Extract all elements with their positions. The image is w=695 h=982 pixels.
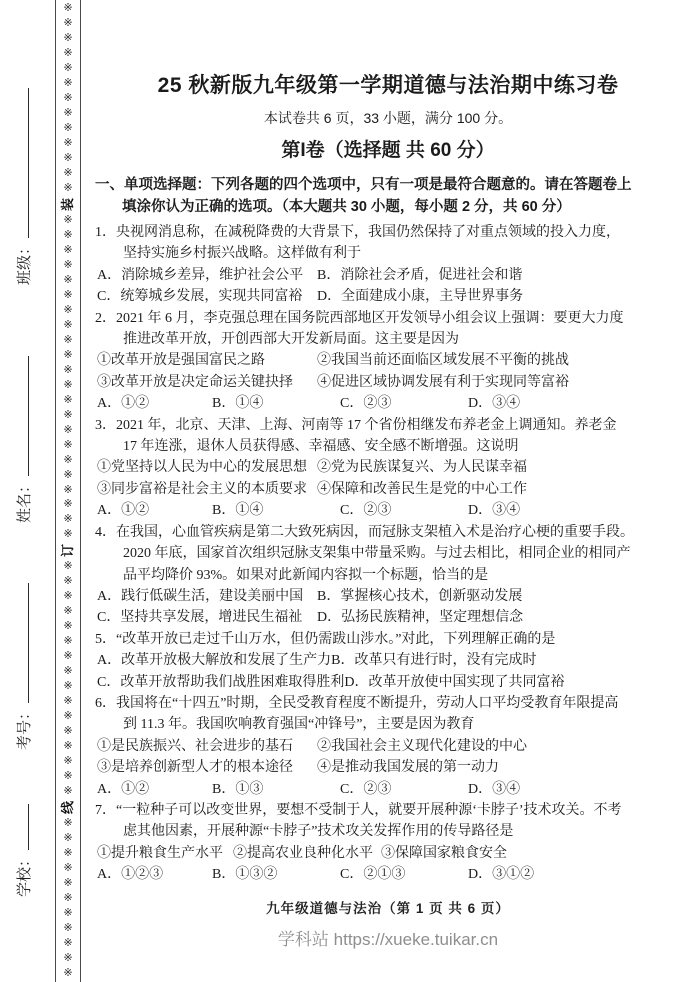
side-field-label: 考号： [17, 704, 33, 750]
option-cell: A．①② [97, 781, 150, 797]
option-cell: A．改革开放极大解放和发展了生产力 [97, 653, 332, 669]
question-line: 2．2021 年 6 月，李克强总理在国务院西部地区开发领导小组会议上强调：要更大力度 [95, 310, 624, 326]
binding-marker-icon: ※ [63, 318, 73, 331]
binding-marker-icon: ※ [63, 740, 73, 753]
option-cell: ①改革开放是强国富民之路 [97, 353, 265, 369]
option-cell: ③同步富裕是社会主义的本质要求 [97, 481, 307, 497]
binding-marker-icon: ※ [63, 892, 73, 905]
side-field-label: 班级： [17, 239, 33, 285]
instructions-line-2: 填涂你认为正确的选项。（本大题共 30 小题，每小题 2 分，共 60 分） [122, 199, 571, 215]
binding-marker-icon: ※ [63, 258, 73, 271]
binding-char: 线 [60, 801, 76, 815]
question [95, 522, 681, 629]
question-line: 3．2021 年，北京、天津、上海、河南等 17 个省份相继发布养老金上调通知。养老金 [95, 417, 617, 433]
option-cell: ①党坚持以人民为中心的发展思想 [97, 460, 307, 476]
exam-page [95, 0, 681, 886]
question-line: 4．在我国，心血管疾病是第二大致死病因，而冠脉支架植入术是治疗心梗的重要手段。 [95, 524, 634, 540]
side-field-school [13, 804, 34, 897]
binding-marker-icon: ※ [63, 483, 73, 496]
option-cell: ④是推动我国发展的第一动力 [317, 760, 499, 776]
binding-marker-icon: ※ [63, 453, 73, 466]
binding-marker-icon: ※ [63, 31, 73, 44]
option-cell: C．②③ [340, 503, 392, 519]
binding-marker-icon: ※ [63, 665, 73, 678]
binding-marker-icon: ※ [63, 61, 73, 74]
binding-marker-icon: ※ [63, 468, 73, 481]
option-cell: ④促进区域协调发展有利于实现同等富裕 [317, 374, 569, 390]
section-instructions [95, 174, 681, 218]
question [95, 629, 681, 693]
option-cell: C．②①③ [340, 867, 406, 883]
question [95, 308, 681, 415]
binding-char: 订 [60, 544, 76, 558]
binding-marker-icon: ※ [63, 755, 73, 768]
binding-marker-icon: ※ [63, 213, 73, 226]
question-line: 6．我国将在“十四五”时期，全民受教育程度不断提升，劳动人口平均受教育年限提高 [95, 695, 619, 711]
binding-strip [55, 0, 81, 982]
question-line: 虑其他因素，开展种源“卡脖子”技术攻关发挥作用的传导路径是 [123, 824, 514, 840]
question-number: 6． [95, 695, 116, 711]
question-line: 坚持实施乡村振兴战略。这样做有利于 [123, 246, 361, 262]
binding-marker-icon: ※ [63, 76, 73, 89]
section-heading: 第I卷（选择题 共 60 分） [281, 140, 495, 161]
binding-marker-icon: ※ [63, 151, 73, 164]
binding-marker-icon: ※ [63, 862, 73, 875]
question-line: 品平均降价 93%。如果对此新闻内容拟一个标题，恰当的是 [123, 567, 489, 583]
question-line: 7．“一粒种子可以改变世界，要想不受制于人，就要开展种源‘卡脖子’技术攻关。不考 [95, 802, 622, 818]
binding-marker-icon: ※ [63, 498, 73, 511]
option-cell: D．③①② [468, 867, 535, 883]
option-row [95, 265, 681, 286]
option-cell: A．①②③ [97, 867, 164, 883]
binding-marker-icon: ※ [63, 560, 73, 573]
binding-marker-icon: ※ [63, 348, 73, 361]
binding-marker-icon: ※ [63, 91, 73, 104]
option-row [95, 864, 681, 885]
option-cell: A．消除城乡差异，维护社会公平 [97, 267, 304, 283]
binding-marker-icon: ※ [63, 378, 73, 391]
option-cell: D．全面建成小康，主导世界事务 [317, 289, 524, 305]
question-line: 17 年连涨，退休人员获得感、幸福感、安全感不断增强。这说明 [123, 439, 519, 455]
paper-summary: 本试卷共 6 页，33 小题，满分 100 分。 [263, 110, 513, 126]
option-row [95, 479, 681, 500]
binding-marker-icon: ※ [63, 725, 73, 738]
binding-marker-icon: ※ [63, 228, 73, 241]
binding-marker-icon: ※ [63, 243, 73, 256]
binding-marker-icon: ※ [63, 438, 73, 451]
option-cell: B．①④ [212, 396, 264, 412]
option-row [95, 500, 681, 521]
option-cell: D．③④ [468, 396, 521, 412]
side-field-name [13, 356, 34, 523]
option-row [95, 457, 681, 478]
binding-marker-icon: ※ [63, 817, 73, 830]
binding-marker-icon: ※ [63, 303, 73, 316]
option-cell: A．践行低碳生活，建设美丽中国 [97, 588, 304, 604]
binding-marker-icon: ※ [63, 528, 73, 541]
binding-marker-icon: ※ [63, 952, 73, 965]
option-row [95, 843, 681, 864]
question [95, 800, 681, 886]
question-number: 4． [95, 524, 116, 540]
option-row [95, 607, 681, 628]
side-field-blank [13, 88, 29, 238]
option-cell: ②党为民族谋复兴、为人民谋幸福 [317, 460, 527, 476]
question-number: 7． [95, 802, 116, 818]
option-cell: ③是培养创新型人才的根本途径 [97, 760, 293, 776]
binding-marker-icon: ※ [63, 695, 73, 708]
question-line: 5．“改革开放已走过千山万水，但仍需跋山涉水。”对此，下列理解正确的是 [95, 631, 556, 647]
question-line: 2020 年底，国家首次组织冠脉支架集中带量采购。与过去相比，相同企业的相同产 [123, 546, 631, 562]
site-watermark[interactable]: 学科站 https://xueke.tuikar.cn [277, 930, 499, 949]
binding-marker-icon: ※ [63, 650, 73, 663]
binding-marker-icon: ※ [63, 136, 73, 149]
binding-marker-icon: ※ [63, 575, 73, 588]
binding-marker-icon: ※ [63, 121, 73, 134]
binding-marker-icon: ※ [63, 408, 73, 421]
binding-marker-icon: ※ [63, 605, 73, 618]
option-row [95, 736, 681, 757]
option-cell: B．①④ [212, 503, 264, 519]
option-cell: C．②③ [340, 781, 392, 797]
binding-marker-icon: ※ [63, 832, 73, 845]
binding-marker-icon: ※ [63, 785, 73, 798]
option-row [95, 350, 681, 371]
binding-marker-icon: ※ [63, 393, 73, 406]
option-cell: ②我国当前还面临区域发展不平衡的挑战 [317, 353, 569, 369]
option-row [95, 286, 681, 307]
binding-marker-icon: ※ [63, 363, 73, 376]
instructions-line-1: 一、单项选择题：下列各题的四个选项中，只有一项是最符合题意的。请在答题卷上 [95, 177, 632, 193]
option-cell: C．改革开放帮助我们战胜困难取得胜利 [97, 674, 345, 690]
option-cell: B．①③② [212, 867, 278, 883]
binding-marker-icon: ※ [63, 967, 73, 979]
option-cell: B．改革只有进行时，没有完成时 [331, 653, 537, 669]
question [95, 693, 681, 800]
question-list [95, 222, 681, 886]
binding-marker-icon: ※ [63, 166, 73, 179]
option-cell: ①提升粮食生产水平 [97, 845, 223, 861]
option-cell: ③改革开放是决定命运关键抉择 [97, 374, 293, 390]
binding-marker-icon: ※ [63, 680, 73, 693]
question-line: 1．央视网消息称，在减税降费的大背景下，我国仍然保持了对重点领域的投入力度， [95, 225, 620, 240]
binding-marker-icon: ※ [63, 288, 73, 301]
option-cell: B．①③ [212, 781, 264, 797]
side-field-blank [13, 804, 29, 850]
side-field-class [13, 88, 34, 285]
option-row [95, 779, 681, 800]
side-field-blank [13, 583, 29, 703]
question-number: 3． [95, 417, 116, 433]
option-cell: B．掌握核心技术，创新驱动发展 [317, 588, 523, 604]
binding-marker-icon: ※ [63, 590, 73, 603]
question-number: 5． [95, 631, 116, 647]
question-number: 1． [95, 225, 116, 240]
page-number-footer: 九年级道德与法治（第 1 页 共 6 页） [266, 901, 510, 916]
option-cell: ②提高农业良种化水平 [233, 845, 373, 861]
side-field-exam-number [13, 583, 34, 750]
binding-marker-icon: ※ [63, 333, 73, 346]
option-row [95, 393, 681, 414]
option-cell: C．②③ [340, 396, 392, 412]
binding-marker-icon: ※ [63, 847, 73, 860]
option-row [95, 650, 681, 671]
binding-char: 装 [60, 197, 76, 211]
option-cell: A．①② [97, 396, 150, 412]
binding-marker-icon: ※ [63, 635, 73, 648]
page-title: 25 秋新版九年级第一学期道德与法治期中练习卷 [157, 74, 619, 97]
binding-marker-icon: ※ [63, 922, 73, 935]
side-field-label: 姓名： [17, 477, 33, 523]
option-cell: C．统筹城乡发展，实现共同富裕 [97, 289, 303, 305]
binding-marker-icon: ※ [63, 106, 73, 119]
binding-marker-icon: ※ [63, 620, 73, 633]
side-field-label: 学校： [17, 851, 33, 897]
binding-marker-icon: ※ [63, 907, 73, 920]
option-row [95, 672, 681, 693]
question-line: 到 11.3 年。我国吹响教育强国“冲锋号”，主要是因为教育 [123, 717, 475, 733]
option-cell: D．③④ [468, 781, 521, 797]
binding-marker-icon: ※ [63, 16, 73, 29]
option-cell: ①是民族振兴、社会进步的基石 [97, 738, 293, 754]
option-cell: C．坚持共享发展，增进民生福祉 [97, 610, 303, 626]
option-cell: D．改革开放使中国实现了共同富裕 [344, 674, 565, 690]
option-cell: ②我国社会主义现代化建设的中心 [317, 738, 527, 754]
option-cell: B．消除社会矛盾，促进社会和谐 [317, 267, 523, 283]
binding-marker-icon: ※ [63, 513, 73, 526]
binding-marker-icon: ※ [63, 770, 73, 783]
option-cell: A．①② [97, 503, 150, 519]
binding-marker-icon: ※ [63, 2, 73, 14]
binding-marker-icon: ※ [63, 423, 73, 436]
binding-marker-icon: ※ [63, 877, 73, 890]
binding-marker-icon: ※ [63, 710, 73, 723]
binding-marker-icon: ※ [63, 46, 73, 59]
question [95, 222, 681, 308]
option-row [95, 586, 681, 607]
option-row [95, 757, 681, 778]
option-cell: D．③④ [468, 503, 521, 519]
option-row [95, 372, 681, 393]
binding-marker-icon: ※ [63, 181, 73, 194]
question-line: 推进改革开放，开创西部大开发新局面。这主要是因为 [123, 332, 459, 348]
option-cell: ③保障国家粮食安全 [381, 845, 507, 861]
option-cell: ④保障和改善民生是党的中心工作 [317, 481, 527, 497]
question [95, 415, 681, 522]
binding-marker-icon: ※ [63, 273, 73, 286]
question-number: 2． [95, 310, 116, 326]
side-field-blank [13, 356, 29, 476]
binding-marker-icon: ※ [63, 937, 73, 950]
option-cell: D．弘扬民族精神，坚定理想信念 [317, 610, 524, 626]
